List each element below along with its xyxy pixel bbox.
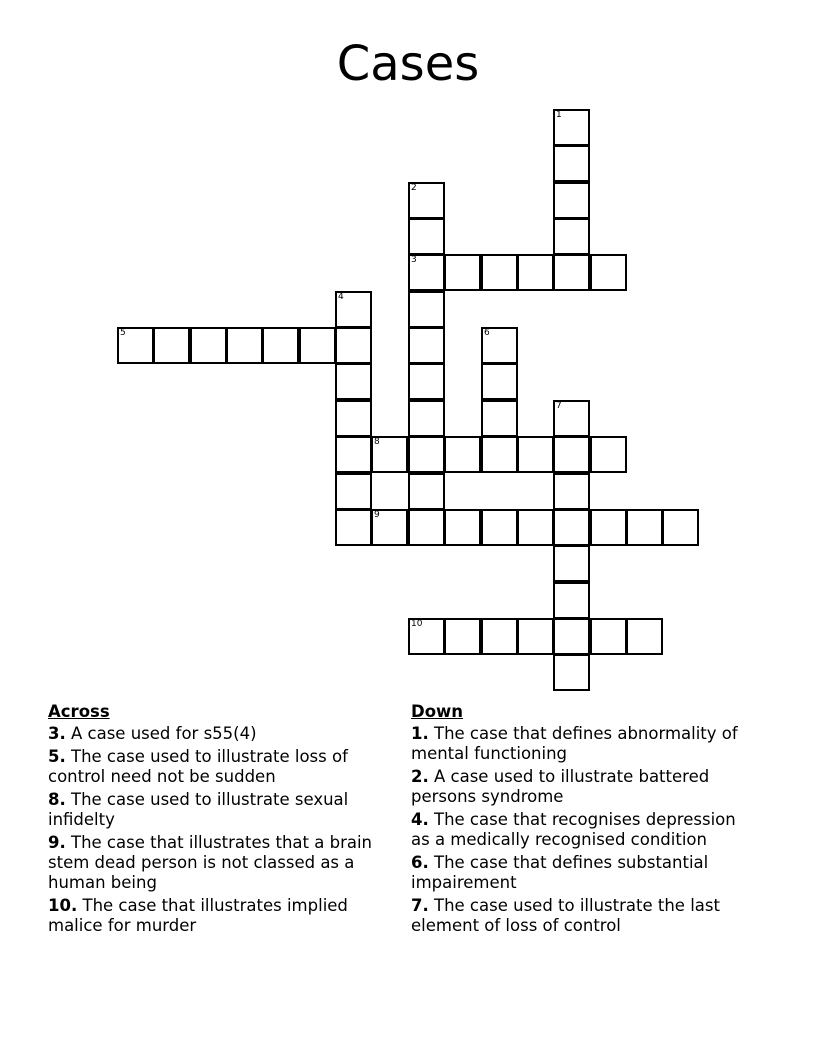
grid-cell[interactable] — [481, 618, 518, 655]
grid-cell[interactable] — [590, 509, 627, 546]
cell-number: 9 — [374, 510, 380, 520]
grid-cell[interactable] — [226, 327, 263, 364]
grid-cell[interactable] — [408, 218, 445, 255]
grid-cell[interactable] — [408, 473, 445, 510]
grid-cell[interactable] — [190, 327, 227, 364]
grid-cell[interactable] — [553, 582, 590, 619]
grid-cell[interactable] — [408, 509, 445, 546]
grid-cell[interactable] — [517, 254, 554, 291]
grid-cell[interactable] — [590, 618, 627, 655]
grid-cell[interactable] — [662, 509, 699, 546]
grid-cell[interactable] — [408, 400, 445, 437]
down-clues — [411, 702, 756, 939]
grid-cell[interactable] — [481, 436, 518, 473]
grid-cell[interactable] — [590, 254, 627, 291]
grid-cell[interactable] — [481, 509, 518, 546]
grid-cell[interactable] — [408, 291, 445, 328]
down-heading: Down — [411, 702, 464, 721]
grid-cell[interactable] — [371, 509, 408, 546]
grid-cell[interactable] — [408, 618, 445, 655]
cell-number: 7 — [556, 401, 562, 411]
grid-cell[interactable] — [517, 436, 554, 473]
clue-text: The case that illustrates that a brain stem dead person is not classed as a human being — [48, 833, 373, 892]
grid-cell[interactable] — [444, 618, 481, 655]
grid-cell[interactable] — [117, 327, 154, 364]
clue-number: 6. — [411, 853, 429, 872]
clue-text: The case that recognises depression as a medically recognised condition — [411, 810, 736, 849]
down-clue-list — [411, 724, 756, 936]
grid-cell[interactable] — [553, 400, 590, 437]
puzzle-title: Cases — [336, 36, 480, 92]
grid-cell[interactable] — [335, 473, 372, 510]
grid-cell[interactable] — [553, 545, 590, 582]
across-clue — [48, 790, 388, 830]
grid-cell[interactable] — [553, 145, 590, 182]
clue-text: The case that illustrates implied malice for murder — [48, 896, 348, 935]
grid-cell[interactable] — [408, 254, 445, 291]
clue-number: 9. — [48, 833, 66, 852]
across-heading: Across — [48, 702, 110, 721]
down-clue — [411, 810, 756, 850]
grid-cell[interactable] — [481, 363, 518, 400]
cell-number: 1 — [556, 110, 562, 120]
grid-cell[interactable] — [408, 363, 445, 400]
clue-number: 7. — [411, 896, 429, 915]
cell-number: 6 — [484, 328, 490, 338]
grid-cell[interactable] — [553, 254, 590, 291]
clue-number: 1. — [411, 724, 429, 743]
grid-cell[interactable] — [481, 254, 518, 291]
grid-cell[interactable] — [517, 509, 554, 546]
grid-cell[interactable] — [517, 618, 554, 655]
grid-cell[interactable] — [408, 327, 445, 364]
grid-cell[interactable] — [481, 327, 518, 364]
grid-cell[interactable] — [299, 327, 336, 364]
grid-cell[interactable] — [371, 436, 408, 473]
grid-cell[interactable] — [553, 473, 590, 510]
grid-cell[interactable] — [481, 400, 518, 437]
cell-number: 5 — [120, 328, 126, 338]
clue-number: 5. — [48, 747, 66, 766]
clue-number: 10. — [48, 896, 78, 915]
across-clues — [48, 702, 388, 939]
clue-number: 2. — [411, 767, 429, 786]
clue-text: The case that defines substantial impairement — [411, 853, 709, 892]
grid-cell[interactable] — [626, 509, 663, 546]
cell-number: 8 — [374, 437, 380, 447]
across-clue — [48, 896, 388, 936]
grid-cell[interactable] — [444, 509, 481, 546]
clue-number: 3. — [48, 724, 66, 743]
grid-cell[interactable] — [553, 509, 590, 546]
grid-cell[interactable] — [590, 436, 627, 473]
across-clue-list — [48, 724, 388, 936]
clue-text: A case used to illustrate battered persons syndrome — [411, 767, 710, 806]
grid-cell[interactable] — [553, 436, 590, 473]
grid-cell[interactable] — [553, 618, 590, 655]
grid-cell[interactable] — [335, 509, 372, 546]
grid-cell[interactable] — [262, 327, 299, 364]
cell-number: 3 — [411, 255, 417, 265]
grid-cell[interactable] — [335, 327, 372, 364]
grid-cell[interactable] — [153, 327, 190, 364]
across-clue — [48, 747, 388, 787]
grid-cell[interactable] — [444, 254, 481, 291]
clue-text: The case used to illustrate loss of control need not be sudden — [48, 747, 348, 786]
clue-text: The case that defines abnormality of mental functioning — [411, 724, 738, 763]
clue-number: 4. — [411, 810, 429, 829]
down-clue — [411, 853, 756, 893]
grid-cell[interactable] — [335, 291, 372, 328]
grid-cell[interactable] — [335, 400, 372, 437]
cell-number: 10 — [411, 619, 423, 629]
grid-cell[interactable] — [553, 654, 590, 691]
grid-cell[interactable] — [553, 218, 590, 255]
grid-cell[interactable] — [553, 109, 590, 146]
across-clue — [48, 724, 388, 744]
grid-cell[interactable] — [408, 436, 445, 473]
cell-number: 4 — [338, 292, 344, 302]
down-clue — [411, 896, 756, 936]
grid-cell[interactable] — [444, 436, 481, 473]
down-clue — [411, 767, 756, 807]
clue-text: The case used to illustrate the last element of loss of control — [411, 896, 720, 935]
clue-text: A case used for s55(4) — [71, 724, 257, 743]
cell-number: 2 — [411, 183, 417, 193]
grid-cell[interactable] — [335, 363, 372, 400]
across-clue — [48, 833, 388, 893]
grid-cell[interactable] — [553, 182, 590, 219]
grid-cell[interactable] — [626, 618, 663, 655]
clue-text: The case used to illustrate sexual infidelty — [48, 790, 349, 829]
down-clue — [411, 724, 756, 764]
grid-cell[interactable] — [408, 182, 445, 219]
clue-number: 8. — [48, 790, 66, 809]
grid-cell[interactable] — [335, 436, 372, 473]
